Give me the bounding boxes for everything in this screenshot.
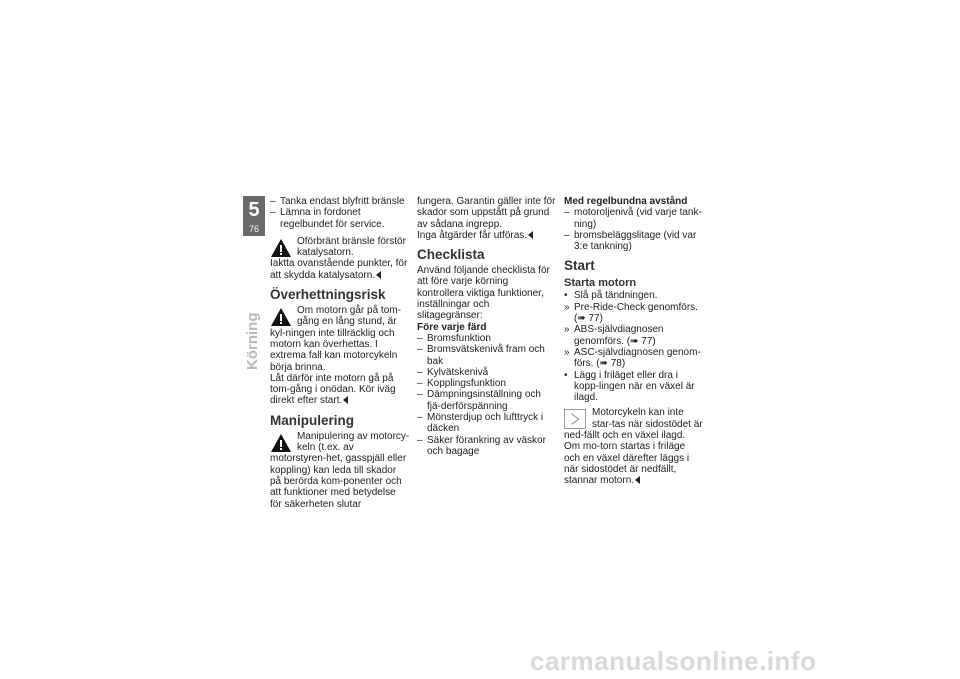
warning-icon: [270, 433, 292, 453]
list-item: – Lämna in fordonet regelbundet för service.: [270, 207, 385, 230]
note-text: Motorcykeln kan inte star-tas när sidostödet är ned-fällt och en växel ilagd. Om mo-torn startas i friläge och en växel därefter läggs i när sidostödet är nedfällt, stannar motorn.: [564, 407, 703, 487]
chapter-number: 5: [248, 199, 260, 221]
warning-continuation: Låt därför inte motorn gå på tom-gång i onödan. Kör iväg direkt efter start.: [270, 372, 396, 407]
list-item: – Bromsfunktion: [417, 332, 491, 344]
step-item: » Pre-Ride-Check genomförs. (➠ 77): [564, 301, 698, 325]
paragraph: Inga åtgärder får utföras.: [417, 230, 557, 241]
step-item: » ASC-självdiagnosen genom-förs. (➠ 78): [564, 346, 701, 370]
end-mark-icon: [635, 476, 640, 484]
note-block: [564, 407, 704, 486]
warning-icon: [270, 238, 292, 258]
list-item: – Bromsvätskenivå fram och bak: [417, 344, 545, 367]
chapter-title: Körning: [244, 312, 261, 370]
heading-regular-intervals: Med regelbundna avstånd: [564, 196, 688, 207]
list-item: – Dämpningsinställning och fjä-derförspänning: [417, 389, 541, 412]
column-2: [417, 196, 557, 457]
column-3: [564, 196, 704, 487]
list-item: – Säker förankring av väskor och bagage: [417, 434, 546, 457]
list-item: – Kopplingsfunktion: [417, 378, 506, 390]
end-mark-icon: [343, 396, 348, 404]
page-number: 76: [248, 224, 259, 234]
heading-start-engine: Starta motorn: [564, 277, 637, 290]
chapter-side-label: [242, 312, 262, 370]
warning-block: [270, 305, 410, 373]
list-item: – bromsbeläggslitage (vid var 3:e tankning): [564, 229, 697, 253]
step-item: • Lägg i friläget eller dra i kopp-lingen när en växel är ilagd.: [564, 369, 695, 404]
warning-block: [270, 236, 410, 259]
warning-text: Om motorn går på tom-gång en lång stund, är kyl-ningen inte tillräcklig och motorn kan överhettas. I extrema fall kan motorcykeln börja brinna.: [270, 305, 401, 373]
warning-continuation: Iaktta ovanstående punkter, för att skydda katalysatorn.: [270, 258, 408, 281]
list-item: – Tanka endast blyfritt bränsle: [270, 196, 405, 207]
end-mark-icon: [528, 231, 533, 239]
watermark: carmanualsonline.info: [530, 646, 817, 676]
heading-before-ride: Före varje färd: [417, 321, 487, 333]
paragraph: fungera. Garantin gäller inte för skador som uppstått på grund av sådana ingrepp.: [417, 196, 556, 230]
list-item: – Kylvätskenivå: [417, 366, 489, 378]
list-item: – Mönsterdjup och lufttryck i däcken: [417, 412, 544, 435]
warning-text: Oförbränt bränsle förstör katalysatorn.: [297, 235, 406, 259]
end-mark-icon: [376, 271, 381, 279]
warning-icon: [270, 307, 292, 327]
heading-overheating: Överhettningsrisk: [270, 287, 386, 303]
step-item: • Slå på tändningen.: [564, 290, 658, 302]
heading-manipulation: Manipulering: [270, 412, 354, 428]
note-icon: [564, 409, 586, 429]
heading-checklist: Checklista: [417, 247, 485, 263]
paragraph: Använd följande checklista för att före varje körning kontrollera viktiga funktioner, inställningar och slitagegränser:: [417, 265, 550, 322]
warning-text: Manipulering av motorcy-keln (t.ex. av motorstyren-het, gasspjäll eller koppling) kan leda till skador på berörda kom-ponenter och att funktioner med betydelse för säkerheten slutar: [270, 430, 410, 510]
column-1: [270, 196, 410, 510]
step-item: » ABS-självdiagnosen genomförs. (➠ 77): [564, 324, 664, 347]
warning-block: [270, 431, 410, 510]
heading-start: Start: [564, 258, 595, 274]
list-item: – motoroljenivå (vid varje tank-ning): [564, 207, 702, 230]
